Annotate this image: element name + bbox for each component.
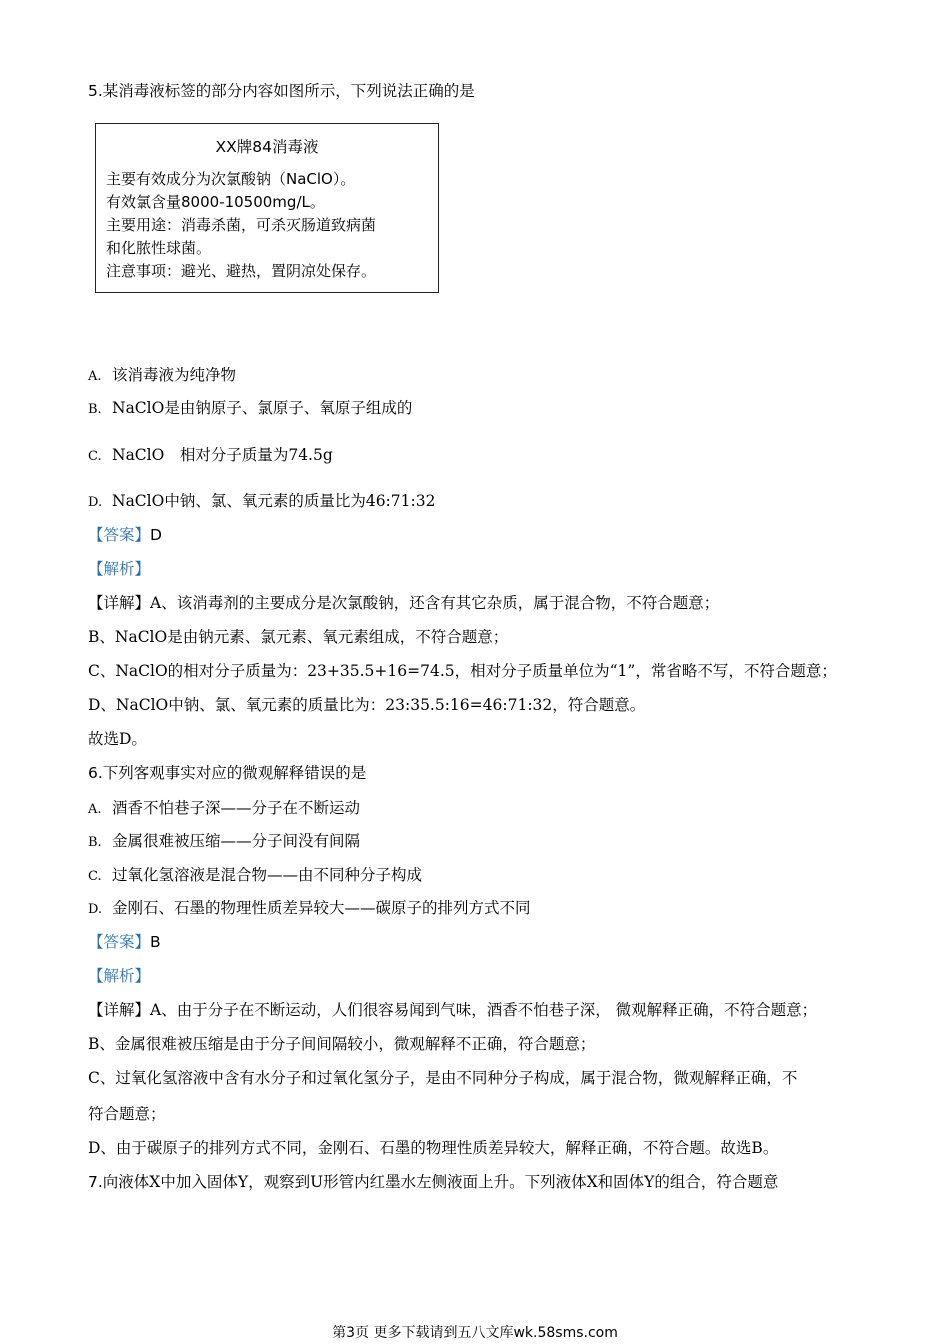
option-d [88, 490, 435, 514]
option-text: 金刚石、石墨的物理性质差异较大——碳原子的排列方式不同 [112, 899, 531, 917]
analysis-tag [88, 965, 150, 987]
option-text: 过氧化氢溶液是混合物——由不同种分子构成 [112, 866, 423, 884]
option-text: 金属很难被压缩——分子间没有间隔 [112, 832, 361, 850]
label-title: XX牌84消毒液 [215, 138, 319, 156]
option-text: NaClO 相对分子质量为74.5g [112, 446, 333, 464]
analysis-label: 【解析】 [88, 967, 151, 985]
detail-line: 故选D。 [88, 730, 147, 748]
detail-line: 符合题意； [88, 1105, 166, 1123]
label-line: 主要有效成分为次氯酸钠（NaClO）。 [106, 170, 356, 188]
detail-line: D、NaClO中钠、氯、氧元素的质量比为：23:35.5:16=46:71:32，符合题意。 [88, 696, 646, 714]
option-text: NaClO是由钠原子、氯原子、氧原子组成的 [112, 399, 413, 417]
option-letter: C. [88, 449, 102, 464]
answer-tag: 【答案】 [88, 933, 151, 951]
disinfectant-label-figure [95, 123, 439, 293]
detail-line: D、由于碳原子的排列方式不同，金刚石、石墨的物理性质差异较大，解释正确，不符合题。故选B。 [88, 1139, 779, 1157]
label-line: 和化脓性球菌。 [106, 239, 212, 257]
question-text: 向液体X中加入固体Y，观察到U形管内红墨水左侧液面上升。下列液体X和固体Y的组合，符合题意 [102, 1173, 779, 1191]
option-letter: A. [88, 369, 102, 384]
label-line: 有效氯含量8000-10500mg/L。 [106, 193, 325, 211]
option-letter: B. [88, 835, 102, 850]
option-letter: A. [88, 802, 102, 817]
option-letter: B. [88, 402, 102, 417]
answer-tag: 【答案】 [88, 526, 151, 544]
option-b [88, 830, 360, 854]
page-footer: 第3页 更多下载请到五八文库wk.58sms.com [332, 1325, 618, 1341]
option-text: 该消毒液为纯净物 [112, 366, 237, 384]
question-5-stem [88, 80, 475, 102]
option-c [88, 864, 422, 888]
question-number: 6. [88, 764, 103, 782]
detail-line: 【详解】A、由于分子在不断运动，人们很容易闻到气味，酒香不怕巷子深， 微观解释正确，不符合题意； [88, 1001, 818, 1019]
answer-line [88, 524, 162, 546]
question-6-stem [88, 762, 366, 784]
option-b [88, 397, 412, 421]
question-7-stem [88, 1171, 778, 1193]
option-letter: C. [88, 869, 102, 884]
question-text: 某消毒液标签的部分内容如图所示，下列说法正确的是 [102, 82, 475, 100]
analysis-label: 【解析】 [88, 560, 151, 578]
option-text: NaClO中钠、氯、氧元素的质量比为46:71:32 [112, 492, 436, 510]
detail-line: 【详解】A、该消毒剂的主要成分是次氯酸钠，还含有其它杂质，属于混合物，不符合题意； [88, 594, 720, 612]
question-number: 7. [88, 1173, 103, 1191]
question-number: 5. [88, 82, 103, 100]
answer-line [88, 931, 161, 953]
option-text: 酒香不怕巷子深——分子在不断运动 [112, 799, 361, 817]
label-line: 主要用途：消毒杀菌，可杀灭肠道致病菌 [106, 216, 377, 234]
question-text: 下列客观事实对应的微观解释错误的是 [102, 764, 367, 782]
detail-line: B、金属很难被压缩是由于分子间间隔较小，微观解释不正确，符合题意； [88, 1035, 596, 1053]
option-a [88, 364, 236, 388]
detail-line: B、NaClO是由钠元素、氯元素、氧元素组成，不符合题意； [88, 628, 509, 646]
option-a [88, 797, 360, 821]
option-letter: D. [88, 495, 103, 510]
answer-value: B [150, 933, 161, 951]
option-d [88, 897, 531, 921]
option-c [88, 444, 333, 468]
option-letter: D. [88, 902, 103, 917]
analysis-tag [88, 558, 150, 580]
label-line: 注意事项：避光、避热，置阴凉处保存。 [106, 262, 377, 280]
detail-line: C、NaClO的相对分子质量为：23+35.5+16=74.5，相对分子质量单位为“1”，常省略不写，不符合题意； [88, 662, 837, 680]
answer-value: D [150, 526, 162, 544]
detail-line: C、过氧化氢溶液中含有水分子和过氧化氢分子，是由不同种分子构成，属于混合物，微观解释正确，不 [88, 1069, 798, 1087]
